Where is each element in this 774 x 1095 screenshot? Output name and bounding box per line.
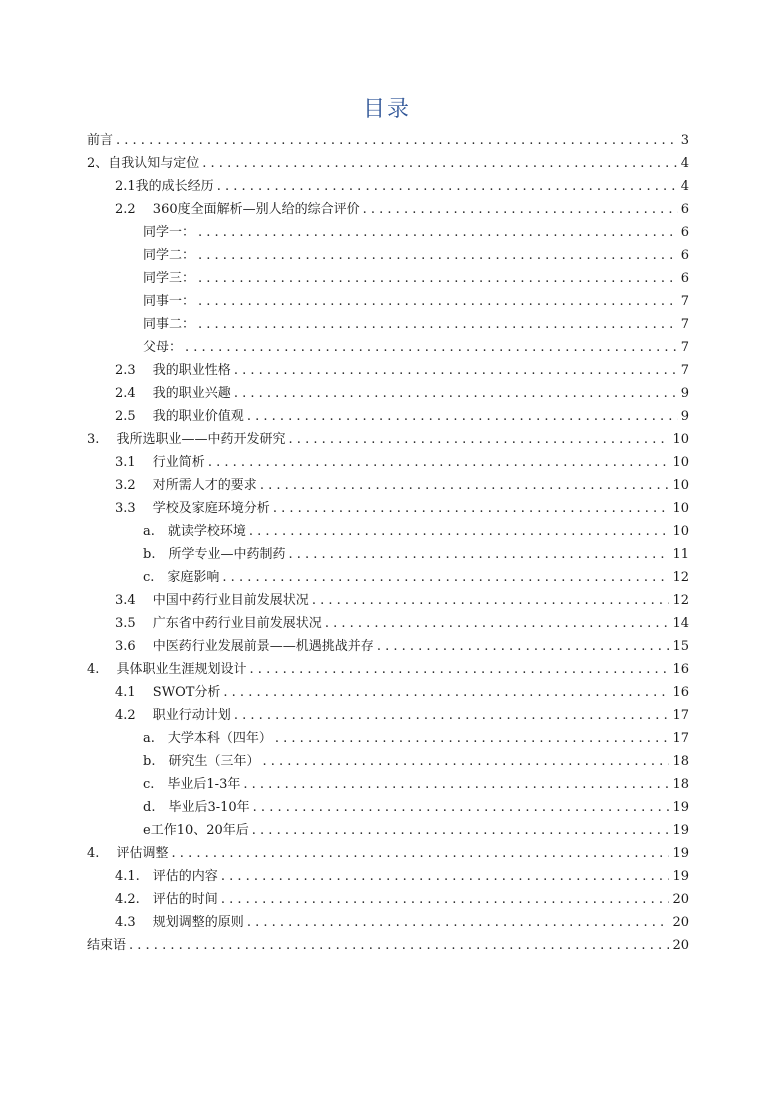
toc-leader-dots xyxy=(198,313,678,336)
toc-entry-label: 3.6 中医药行业发展前景——机遇挑战并存 xyxy=(115,639,374,654)
toc-entry[interactable] xyxy=(0,474,774,497)
toc-page-number: 14 xyxy=(672,616,689,631)
toc-entry[interactable] xyxy=(0,819,774,842)
toc-leader-dots xyxy=(273,497,670,520)
toc-entry-label: 2.1我的成长经历 xyxy=(115,179,214,194)
toc-entry[interactable] xyxy=(0,704,774,727)
toc-entry-label: 结束语 xyxy=(87,938,127,953)
toc-page-number: 17 xyxy=(672,731,689,746)
toc-entry-label: 4.2. 评估的时间 xyxy=(115,892,218,907)
toc-entry[interactable] xyxy=(0,221,774,244)
toc-entry-label: 4. 具体职业生涯规划设计 xyxy=(87,662,247,677)
toc-leader-dots xyxy=(222,566,669,589)
toc-entry-label: 同学三： xyxy=(143,271,196,286)
toc-title: 目录 xyxy=(362,97,411,122)
toc-entry[interactable] xyxy=(0,267,774,290)
toc-page-number: 6 xyxy=(680,271,689,286)
toc-entry[interactable] xyxy=(0,313,774,336)
toc-leader-dots xyxy=(221,865,670,888)
toc-leader-dots xyxy=(325,612,670,635)
toc-entry[interactable] xyxy=(0,175,774,198)
toc-page-number: 12 xyxy=(672,570,689,585)
toc-entry-label: a. 大学本科（四年） xyxy=(143,731,272,746)
toc-entry[interactable] xyxy=(0,589,774,612)
toc-page-number: 7 xyxy=(680,340,689,355)
toc-entry[interactable] xyxy=(0,428,774,451)
toc-page-number: 12 xyxy=(672,593,689,608)
toc-entry-label: 4.1 SWOT分析 xyxy=(115,685,221,700)
toc-page-number: 16 xyxy=(672,685,689,700)
toc-entry[interactable] xyxy=(0,497,774,520)
toc-entry-label: 4.3 规划调整的原则 xyxy=(115,915,244,930)
toc-entry[interactable] xyxy=(0,681,774,704)
toc-page-number: 6 xyxy=(680,225,689,240)
toc-entry-label: 2、自我认知与定位 xyxy=(87,156,200,171)
toc-page-number: 20 xyxy=(672,915,689,930)
toc-leader-dots xyxy=(234,359,678,382)
toc-entry-label: b. 研究生（三年） xyxy=(143,754,260,769)
toc-entry-label: 同事二： xyxy=(143,317,196,332)
toc-page-number: 19 xyxy=(672,846,689,861)
toc-entry-label: 3. 我所选职业——中药开发研究 xyxy=(87,432,286,447)
toc-entry[interactable] xyxy=(0,842,774,865)
toc-entry-label: 前言 xyxy=(87,133,114,148)
toc-leader-dots xyxy=(253,796,670,819)
toc-leader-dots xyxy=(198,221,678,244)
toc-entry[interactable] xyxy=(0,727,774,750)
toc-leader-dots xyxy=(363,198,678,221)
toc-page-number: 20 xyxy=(672,892,689,907)
toc-page-number: 18 xyxy=(672,754,689,769)
toc-entry-label: 3.5 广东省中药行业目前发展状况 xyxy=(115,616,322,631)
table-of-contents xyxy=(0,129,774,957)
toc-entry[interactable] xyxy=(0,290,774,313)
toc-leader-dots xyxy=(312,589,670,612)
toc-entry[interactable] xyxy=(0,911,774,934)
toc-entry[interactable] xyxy=(0,543,774,566)
toc-entry[interactable] xyxy=(0,359,774,382)
toc-page-number: 20 xyxy=(672,938,689,953)
toc-leader-dots xyxy=(217,175,678,198)
toc-entry[interactable] xyxy=(0,520,774,543)
toc-entry[interactable] xyxy=(0,405,774,428)
toc-entry-label: 2.2 360度全面解析—别人给的综合评价 xyxy=(115,202,360,217)
toc-entry-label: 同学一： xyxy=(143,225,196,240)
toc-leader-dots xyxy=(202,152,677,175)
toc-page-number: 4 xyxy=(680,156,689,171)
toc-page-number: 4 xyxy=(680,179,689,194)
toc-leader-dots xyxy=(172,842,670,865)
toc-entry[interactable] xyxy=(0,934,774,957)
toc-page-number: 19 xyxy=(672,823,689,838)
toc-leader-dots xyxy=(234,382,678,405)
toc-entry-label: 3.2 对所需人才的要求 xyxy=(115,478,257,493)
toc-leader-dots xyxy=(198,290,678,313)
toc-page-number: 9 xyxy=(680,409,689,424)
toc-page-number: 18 xyxy=(672,777,689,792)
toc-entry[interactable] xyxy=(0,152,774,175)
toc-entry[interactable] xyxy=(0,865,774,888)
toc-entry[interactable] xyxy=(0,566,774,589)
toc-leader-dots xyxy=(129,934,669,957)
toc-page-number: 7 xyxy=(680,317,689,332)
toc-leader-dots xyxy=(252,819,670,842)
toc-leader-dots xyxy=(289,428,670,451)
toc-page-number: 10 xyxy=(672,478,689,493)
toc-entry-label: c. 毕业后1-3年 xyxy=(143,777,241,792)
toc-entry[interactable] xyxy=(0,658,774,681)
toc-entry-label: 4.1. 评估的内容 xyxy=(115,869,218,884)
toc-entry[interactable] xyxy=(0,244,774,267)
toc-page-number: 10 xyxy=(672,524,689,539)
toc-leader-dots xyxy=(208,451,670,474)
toc-leader-dots xyxy=(247,405,678,428)
toc-page-number: 11 xyxy=(672,547,689,562)
toc-page-number: 10 xyxy=(672,455,689,470)
toc-entry-label: 4.2 职业行动计划 xyxy=(115,708,231,723)
toc-entry[interactable] xyxy=(0,635,774,658)
toc-entry[interactable] xyxy=(0,750,774,773)
toc-page-number: 6 xyxy=(680,202,689,217)
toc-entry-label: b. 所学专业—中药制药 xyxy=(143,547,286,562)
toc-entry-label: 同事一： xyxy=(143,294,196,309)
toc-leader-dots xyxy=(116,129,678,152)
toc-entry-label: c. 家庭影响 xyxy=(143,570,220,585)
toc-leader-dots xyxy=(221,888,670,911)
toc-entry[interactable] xyxy=(0,796,774,819)
toc-leader-dots xyxy=(223,681,669,704)
toc-leader-dots xyxy=(247,911,670,934)
toc-entry-label: 3.4 中国中药行业目前发展状况 xyxy=(115,593,309,608)
toc-leader-dots xyxy=(250,658,670,681)
toc-entry-label: 同学二： xyxy=(143,248,196,263)
toc-page-number: 19 xyxy=(672,800,689,815)
toc-entry[interactable] xyxy=(0,336,774,359)
toc-leader-dots xyxy=(243,773,669,796)
toc-page-number: 9 xyxy=(680,386,689,401)
toc-leader-dots xyxy=(275,727,670,750)
toc-entry[interactable] xyxy=(0,198,774,221)
toc-leader-dots xyxy=(249,520,670,543)
toc-page-number: 7 xyxy=(680,363,689,378)
toc-page-number: 16 xyxy=(672,662,689,677)
toc-page-number: 19 xyxy=(672,869,689,884)
toc-leader-dots xyxy=(185,336,678,359)
toc-entry-label: 4. 评估调整 xyxy=(87,846,169,861)
toc-entry[interactable] xyxy=(0,612,774,635)
toc-entry[interactable] xyxy=(0,129,774,152)
toc-entry-label: 3.3 学校及家庭环境分析 xyxy=(115,501,270,516)
toc-entry-label: 2.4 我的职业兴趣 xyxy=(115,386,231,401)
toc-leader-dots xyxy=(234,704,670,727)
toc-page-number: 17 xyxy=(672,708,689,723)
toc-entry-label: 2.3 我的职业性格 xyxy=(115,363,231,378)
toc-page-number: 10 xyxy=(672,501,689,516)
toc-entry[interactable] xyxy=(0,888,774,911)
toc-leader-dots xyxy=(288,543,669,566)
toc-entry-label: 父母： xyxy=(143,340,183,355)
toc-leader-dots xyxy=(377,635,670,658)
toc-leader-dots xyxy=(262,750,669,773)
toc-leader-dots xyxy=(198,244,678,267)
toc-entry-label: e工作10、20年后 xyxy=(143,823,249,838)
toc-entry[interactable] xyxy=(0,382,774,405)
toc-entry-label: 2.5 我的职业价值观 xyxy=(115,409,244,424)
toc-page-number: 7 xyxy=(680,294,689,309)
toc-entry[interactable] xyxy=(0,773,774,796)
toc-page-number: 6 xyxy=(680,248,689,263)
toc-leader-dots xyxy=(260,474,670,497)
toc-entry-label: 3.1 行业简析 xyxy=(115,455,205,470)
toc-leader-dots xyxy=(198,267,678,290)
toc-entry[interactable] xyxy=(0,451,774,474)
toc-entry-label: a. 就读学校环境 xyxy=(143,524,246,539)
toc-entry-label: d. 毕业后3-10年 xyxy=(143,800,250,815)
toc-page-number: 10 xyxy=(672,432,689,447)
toc-page-number: 3 xyxy=(680,133,689,148)
toc-page-number: 15 xyxy=(672,639,689,654)
